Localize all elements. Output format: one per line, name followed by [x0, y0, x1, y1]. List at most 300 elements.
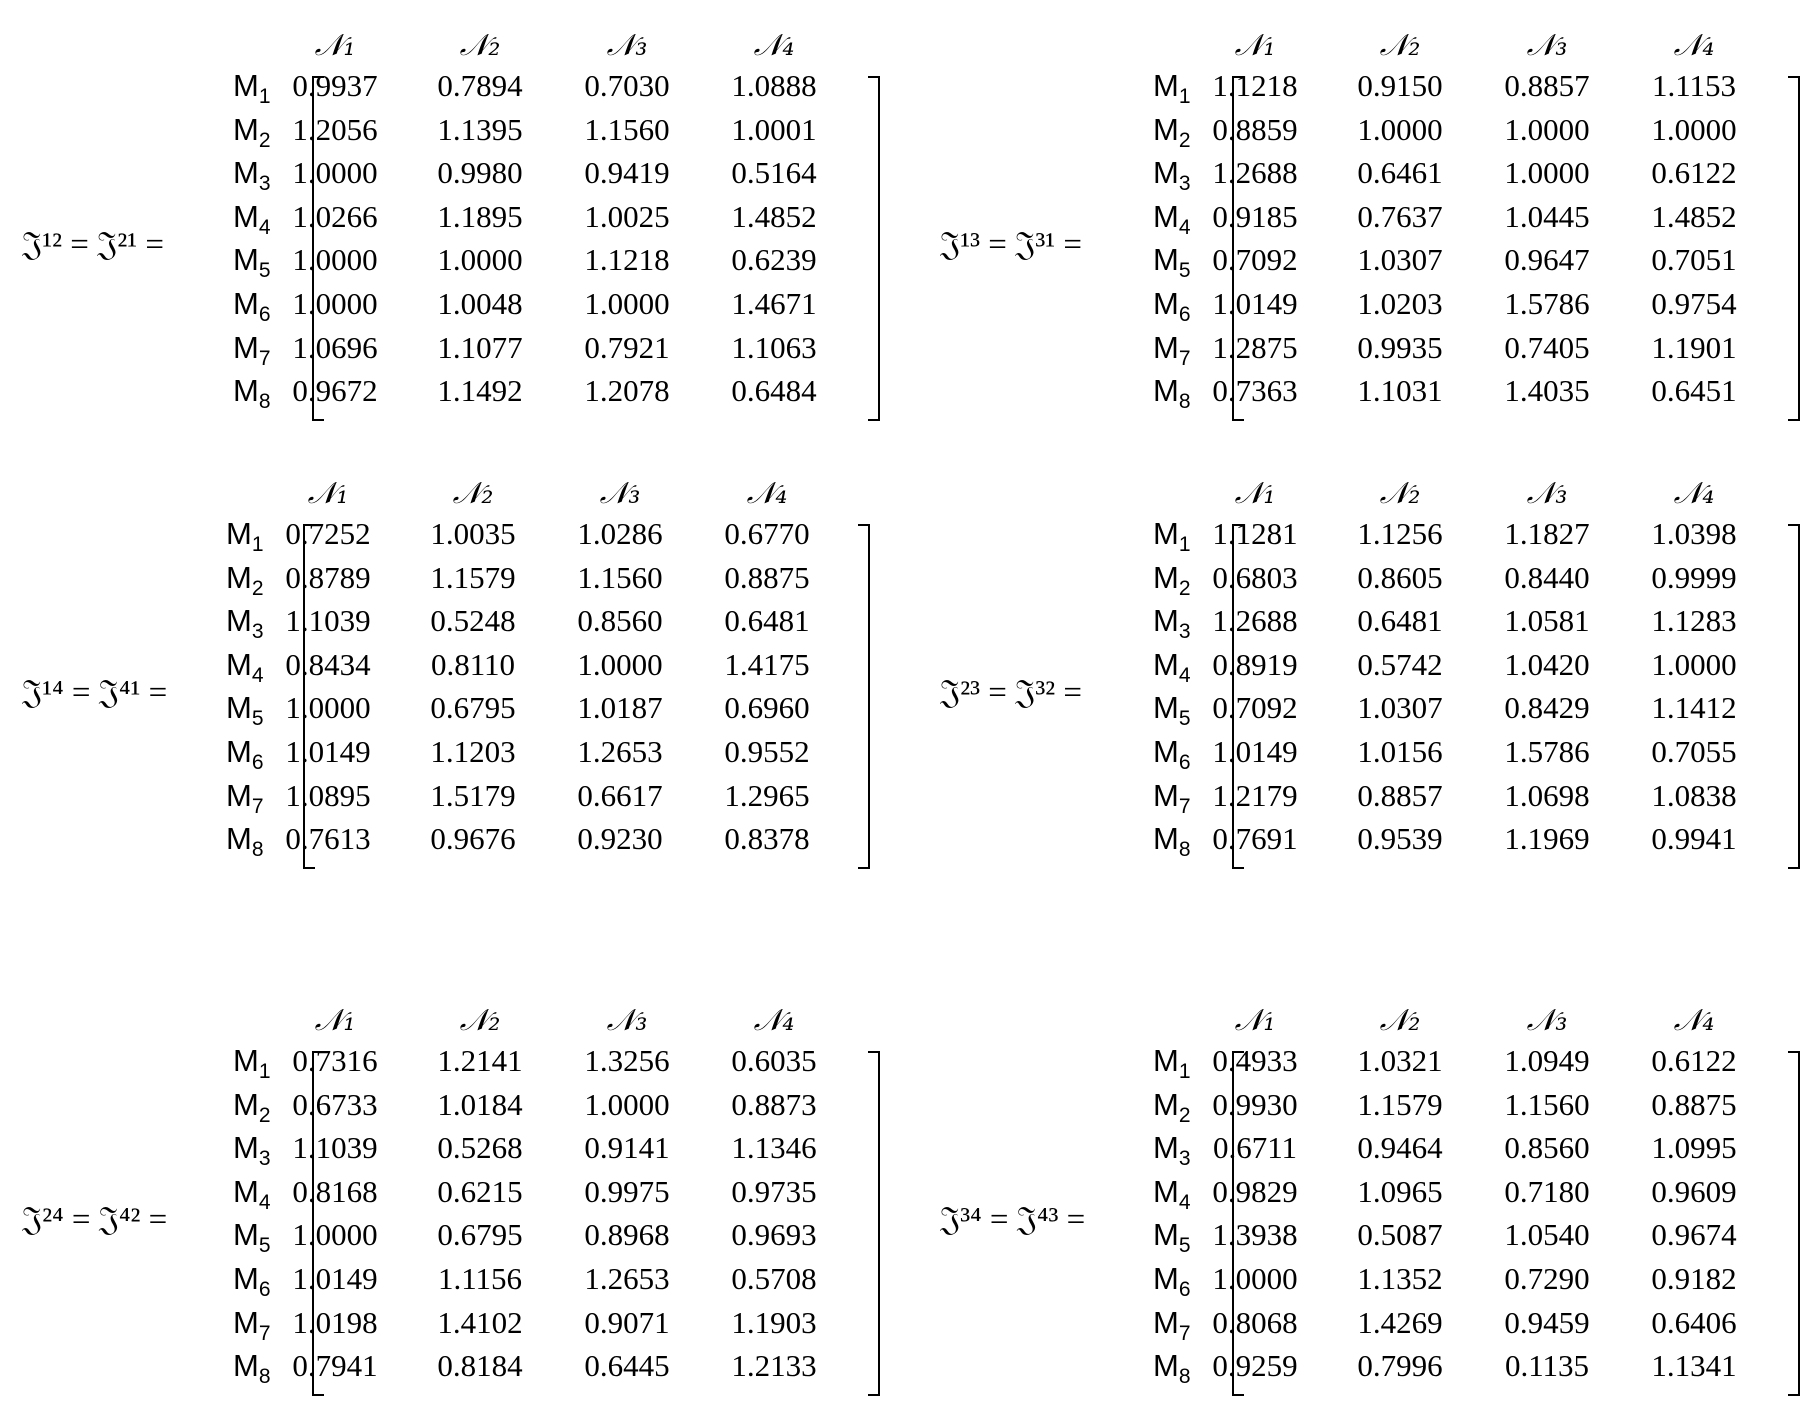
row-label-index: 7: [1178, 794, 1191, 818]
matrix-cell: 0.9672: [292, 373, 378, 409]
column-header: 𝒩₄: [1673, 28, 1715, 63]
row-label-index: 4: [258, 215, 271, 239]
column-header: 𝒩₃: [606, 1003, 648, 1038]
matrix-block: [0, 1003, 890, 1403]
matrix-cell: 0.9071: [584, 1304, 670, 1340]
row-label: [1153, 690, 1191, 731]
matrix-cell: 0.7637: [1357, 198, 1443, 234]
row-label-letter: M: [1153, 242, 1179, 278]
matrix-cell: 1.1256: [1357, 516, 1443, 551]
row-label-index: 3: [251, 620, 264, 644]
row-label-index: 4: [251, 663, 264, 687]
row-label-index: 2: [1178, 576, 1191, 600]
matrix-cell: 0.5087: [1357, 1217, 1443, 1253]
matrix-cell: 0.6239: [731, 242, 817, 278]
matrix-cell: 1.0307: [1357, 690, 1443, 726]
row-label: [233, 1174, 271, 1215]
row-label-letter: M: [1153, 690, 1179, 726]
matrix-cell: 1.0048: [437, 286, 523, 321]
column-header: 𝒩₄: [753, 28, 795, 63]
matrix-label: 𝔍¹² = 𝔍²¹ =: [22, 226, 165, 263]
row-label-letter: M: [1153, 198, 1179, 234]
matrix-cell: 1.0895: [285, 777, 371, 813]
matrix-block: [0, 476, 890, 876]
matrix-cell: 1.0000: [1504, 111, 1590, 147]
matrix-cell: 0.8857: [1504, 68, 1590, 103]
matrix-cell: 1.4852: [731, 198, 817, 234]
row-label-index: 4: [258, 1190, 271, 1214]
matrix-cell: 1.4671: [731, 286, 817, 321]
column-header: 𝒩₃: [1526, 1003, 1568, 1038]
matrix-cell: 1.1156: [437, 1261, 523, 1296]
row-label-index: 5: [1178, 259, 1191, 283]
matrix-cell: 1.0696: [292, 329, 378, 365]
matrix-cell: 0.9975: [584, 1173, 670, 1209]
row-label: [233, 286, 271, 327]
matrix-cell: 0.5248: [430, 603, 516, 639]
row-label-letter: M: [1153, 286, 1179, 321]
matrix-cell: 0.6770: [724, 516, 810, 551]
matrix-cell: 0.7180: [1504, 1173, 1590, 1209]
row-label: [1153, 199, 1191, 240]
matrix-cell: 0.9693: [731, 1217, 817, 1253]
row-label-letter: M: [1153, 603, 1179, 639]
row-label-letter: M: [1153, 373, 1179, 409]
row-label: [1153, 516, 1191, 557]
matrix-cell: 1.1031: [1357, 373, 1443, 409]
row-label-letter: M: [226, 777, 252, 813]
matrix-cell: 1.1579: [430, 559, 516, 595]
matrix-cell: 0.9941: [1651, 821, 1737, 857]
matrix-cell: 0.8429: [1504, 690, 1590, 726]
matrix-cell: 1.0321: [1357, 1043, 1443, 1078]
matrix-cell: 1.1153: [1651, 68, 1737, 103]
row-label-index: 3: [1178, 620, 1191, 644]
matrix-cell: 0.9141: [584, 1130, 670, 1166]
matrix-cell: 0.9735: [731, 1173, 817, 1209]
column-header: 𝒩₂: [1379, 1003, 1421, 1038]
row-label-letter: M: [233, 1130, 259, 1166]
column-header: 𝒩₁: [314, 1003, 356, 1038]
matrix-cell: 1.4035: [1504, 373, 1590, 409]
row-label-index: 7: [258, 1321, 271, 1345]
matrix-cell: 1.1969: [1504, 821, 1590, 857]
matrix-cell: 0.6795: [437, 1217, 523, 1253]
matrix-cell: 0.8110: [430, 646, 516, 682]
matrix-cell: 1.1903: [731, 1304, 817, 1340]
row-label-letter: M: [226, 646, 252, 682]
row-label: [1153, 68, 1191, 109]
row-label: [226, 560, 264, 601]
row-label-index: 8: [258, 390, 271, 414]
column-header: 𝒩₂: [452, 476, 494, 511]
matrix-cell: 1.1901: [1651, 329, 1737, 365]
matrix-cell: 0.6461: [1357, 155, 1443, 191]
row-label-index: 2: [1178, 128, 1191, 152]
row-label-index: 6: [251, 751, 264, 775]
matrix-cell: 0.6617: [577, 777, 663, 813]
matrix-cell: 0.6035: [731, 1043, 817, 1078]
column-header: 𝒩₁: [1234, 476, 1276, 511]
row-label-letter: M: [233, 1348, 259, 1384]
column-header: 𝒩₃: [1526, 476, 1568, 511]
matrix-cell: 1.2056: [292, 111, 378, 147]
row-label-index: 8: [1178, 838, 1191, 862]
row-label-index: 5: [1178, 707, 1191, 731]
matrix-cell: 1.0398: [1651, 516, 1737, 551]
row-label-letter: M: [233, 373, 259, 409]
matrix-cell: 0.5164: [731, 155, 817, 191]
matrix-cell: 1.3256: [584, 1043, 670, 1078]
column-header: 𝒩₄: [1673, 1003, 1715, 1038]
row-label: [233, 112, 271, 153]
matrix-cell: 0.9150: [1357, 68, 1443, 103]
matrix-cell: 1.1077: [437, 329, 523, 365]
matrix-cell: 1.0000: [584, 1086, 670, 1122]
matrix-block: [0, 28, 890, 428]
column-header: 𝒩₄: [746, 476, 788, 511]
row-label-letter: M: [233, 198, 259, 234]
matrix-cell: 1.0149: [1212, 734, 1298, 769]
matrix-cell: 1.0149: [285, 734, 371, 769]
row-label-index: 3: [258, 172, 271, 196]
row-label-index: 6: [1178, 751, 1191, 775]
column-header: 𝒩₁: [307, 476, 349, 511]
row-label: [1153, 1174, 1191, 1215]
row-label-letter: M: [1153, 1304, 1179, 1340]
matrix-cell: 1.4102: [437, 1304, 523, 1340]
row-label: [1153, 647, 1191, 688]
row-label-index: 2: [258, 1103, 271, 1127]
column-header: 𝒩₁: [1234, 28, 1276, 63]
matrix-cell: 0.8378: [724, 821, 810, 857]
row-label-index: 6: [1178, 1278, 1191, 1302]
matrix-cell: 1.1895: [437, 198, 523, 234]
row-label-index: 5: [258, 1234, 271, 1258]
matrix-cell: 0.9674: [1651, 1217, 1737, 1253]
matrix-cell: 0.9829: [1212, 1173, 1298, 1209]
row-label-letter: M: [233, 155, 259, 191]
row-label: [1153, 1261, 1191, 1302]
row-label-letter: M: [1153, 646, 1179, 682]
row-label: [1153, 821, 1191, 862]
row-label: [1153, 734, 1191, 775]
matrix-cell: 0.7894: [437, 68, 523, 103]
row-label-index: 8: [1178, 1365, 1191, 1389]
matrix-cell: 1.1560: [1504, 1086, 1590, 1122]
matrix-block: [920, 476, 1810, 876]
row-label-letter: M: [1153, 111, 1179, 147]
row-label-letter: M: [1153, 821, 1179, 857]
matrix-cell: 0.6406: [1651, 1304, 1737, 1340]
row-label: [1153, 1043, 1191, 1084]
row-label: [1153, 1217, 1191, 1258]
row-label: [1153, 286, 1191, 327]
column-header: 𝒩₃: [599, 476, 641, 511]
matrix-cell: 0.4933: [1212, 1043, 1298, 1078]
row-label: [226, 647, 264, 688]
column-header: 𝒩₃: [606, 28, 648, 63]
row-label-index: 5: [1178, 1234, 1191, 1258]
matrix-cell: 0.7055: [1651, 734, 1737, 769]
row-label: [1153, 778, 1191, 819]
row-label-letter: M: [1153, 559, 1179, 595]
row-label-index: 2: [1178, 1103, 1191, 1127]
column-header: 𝒩₃: [1526, 28, 1568, 63]
row-label: [233, 330, 271, 371]
row-label: [226, 734, 264, 775]
row-label-letter: M: [1153, 1130, 1179, 1166]
row-label-index: 3: [1178, 1147, 1191, 1171]
row-label-letter: M: [1153, 1217, 1179, 1253]
matrix-cell: 0.7252: [285, 516, 371, 551]
row-label: [1153, 155, 1191, 196]
column-header: 𝒩₂: [1379, 28, 1421, 63]
row-label: [233, 155, 271, 196]
row-label-letter: M: [233, 1217, 259, 1253]
row-label: [233, 1130, 271, 1171]
matrix-cell: 0.6481: [1357, 603, 1443, 639]
row-label-index: 2: [258, 128, 271, 152]
row-label: [226, 516, 264, 557]
matrix-cell: 0.7921: [584, 329, 670, 365]
matrix-cell: 1.0000: [1651, 646, 1737, 682]
row-label: [1153, 1348, 1191, 1389]
column-header: 𝒩₁: [314, 28, 356, 63]
matrix-cell: 0.8873: [731, 1086, 817, 1122]
matrix-cell: 0.9259: [1212, 1348, 1298, 1384]
matrix-cell: 0.8875: [1651, 1086, 1737, 1122]
right-bracket: [868, 1051, 880, 1396]
matrix-cell: 1.0965: [1357, 1173, 1443, 1209]
matrix-cell: 0.8859: [1212, 111, 1298, 147]
row-label-index: 7: [258, 346, 271, 370]
matrix-cell: 0.6960: [724, 690, 810, 726]
column-header: 𝒩₂: [459, 1003, 501, 1038]
row-label-index: 1: [1178, 533, 1191, 557]
row-label-letter: M: [233, 1086, 259, 1122]
matrix-cell: 0.9539: [1357, 821, 1443, 857]
matrix-cell: 1.0420: [1504, 646, 1590, 682]
row-label: [233, 1217, 271, 1258]
matrix-cell: 0.7613: [285, 821, 371, 857]
row-label-letter: M: [233, 286, 259, 321]
matrix-label: 𝔍¹⁴ = 𝔍⁴¹ =: [22, 674, 168, 711]
right-bracket: [858, 524, 870, 869]
matrix-cell: 1.0000: [292, 286, 378, 321]
matrix-cell: 0.5742: [1357, 646, 1443, 682]
matrix-label: 𝔍²⁴ = 𝔍⁴² =: [22, 1201, 168, 1238]
row-label-letter: M: [1153, 1173, 1179, 1209]
matrix-cell: 0.9647: [1504, 242, 1590, 278]
matrix-cell: 0.7092: [1212, 690, 1298, 726]
matrix-cell: 1.5786: [1504, 734, 1590, 769]
matrix-cell: 1.1341: [1651, 1348, 1737, 1384]
matrix-cell: 0.9676: [430, 821, 516, 857]
right-bracket: [1788, 1051, 1800, 1396]
matrix-cell: 1.2653: [584, 1261, 670, 1296]
row-label-index: 1: [251, 533, 264, 557]
matrix-cell: 1.0445: [1504, 198, 1590, 234]
row-label-letter: M: [233, 1304, 259, 1340]
matrix-cell: 0.8184: [437, 1348, 523, 1384]
matrix-cell: 0.6122: [1651, 1043, 1737, 1078]
matrix-cell: 0.9419: [584, 155, 670, 191]
row-label: [1153, 1087, 1191, 1128]
row-label-index: 1: [258, 85, 271, 109]
row-label: [233, 1348, 271, 1389]
row-label-index: 1: [258, 1060, 271, 1084]
matrix-cell: 1.1203: [430, 734, 516, 769]
matrix-block: [920, 1003, 1810, 1403]
matrix-block: [920, 28, 1810, 428]
matrix-cell: 0.9464: [1357, 1130, 1443, 1166]
matrix-cell: 1.0198: [292, 1304, 378, 1340]
matrix-cell: 0.7405: [1504, 329, 1590, 365]
matrix-cell: 1.1560: [584, 111, 670, 147]
matrix-cell: 1.2875: [1212, 329, 1298, 365]
row-label-letter: M: [226, 603, 252, 639]
matrix-cell: 1.0149: [292, 1261, 378, 1296]
row-label-index: 6: [1178, 303, 1191, 327]
matrix-cell: 1.3938: [1212, 1217, 1298, 1253]
matrix-cell: 1.2688: [1212, 603, 1298, 639]
matrix-cell: 1.1352: [1357, 1261, 1443, 1296]
matrix-cell: 1.1579: [1357, 1086, 1443, 1122]
row-label-letter: M: [233, 1173, 259, 1209]
matrix-cell: 0.8919: [1212, 646, 1298, 682]
matrix-cell: 1.0000: [577, 646, 663, 682]
row-label-letter: M: [233, 68, 259, 103]
matrix-cell: 1.2078: [584, 373, 670, 409]
column-header: 𝒩₂: [1379, 476, 1421, 511]
row-label-index: 4: [1178, 663, 1191, 687]
matrix-cell: 1.2653: [577, 734, 663, 769]
matrix-cell: 1.1492: [437, 373, 523, 409]
matrix-cell: 1.4175: [724, 646, 810, 682]
matrix-cell: 1.0000: [292, 155, 378, 191]
row-label: [226, 603, 264, 644]
row-label: [226, 821, 264, 862]
matrix-cell: 0.6122: [1651, 155, 1737, 191]
matrix-cell: 1.0286: [577, 516, 663, 551]
matrix-cell: 1.0000: [1651, 111, 1737, 147]
matrix-cell: 0.9930: [1212, 1086, 1298, 1122]
matrix-cell: 0.8560: [1504, 1130, 1590, 1166]
matrix-cell: 1.0000: [285, 690, 371, 726]
matrix-cell: 1.5179: [430, 777, 516, 813]
matrix-cell: 0.7941: [292, 1348, 378, 1384]
matrix-cell: 1.1039: [292, 1130, 378, 1166]
matrix-cell: 0.7363: [1212, 373, 1298, 409]
matrix-cell: 1.0266: [292, 198, 378, 234]
matrix-cell: 0.6484: [731, 373, 817, 409]
matrix-cell: 0.8440: [1504, 559, 1590, 595]
matrix-cell: 0.7051: [1651, 242, 1737, 278]
column-header: 𝒩₄: [753, 1003, 795, 1038]
row-label-index: 4: [1178, 215, 1191, 239]
row-label-letter: M: [233, 111, 259, 147]
row-label: [233, 373, 271, 414]
matrix-cell: 1.1412: [1651, 690, 1737, 726]
matrix-cell: 0.5268: [437, 1130, 523, 1166]
matrix-cell: 0.9999: [1651, 559, 1737, 595]
matrix-cell: 1.0184: [437, 1086, 523, 1122]
row-label: [233, 1087, 271, 1128]
matrix-cell: 1.0149: [1212, 286, 1298, 321]
row-label-letter: M: [226, 559, 252, 595]
row-label: [1153, 330, 1191, 371]
row-label-letter: M: [233, 1043, 259, 1078]
matrix-cell: 0.9935: [1357, 329, 1443, 365]
matrix-cell: 1.2965: [724, 777, 810, 813]
matrix-cell: 0.6451: [1651, 373, 1737, 409]
matrix-cell: 0.6795: [430, 690, 516, 726]
right-bracket: [1788, 524, 1800, 869]
matrix-cell: 0.8560: [577, 603, 663, 639]
matrix-cell: 0.1135: [1504, 1348, 1590, 1384]
row-label: [233, 242, 271, 283]
matrix-cell: 0.7316: [292, 1043, 378, 1078]
row-label-index: 1: [1178, 1060, 1191, 1084]
matrix-cell: 1.4852: [1651, 198, 1737, 234]
row-label-index: 8: [258, 1365, 271, 1389]
row-label-letter: M: [233, 242, 259, 278]
matrix-label: 𝔍²³ = 𝔍³² =: [940, 674, 1083, 711]
row-label-index: 2: [251, 576, 264, 600]
matrix-cell: 0.9609: [1651, 1173, 1737, 1209]
row-label-index: 3: [258, 1147, 271, 1171]
row-label-letter: M: [1153, 1348, 1179, 1384]
row-label: [233, 1261, 271, 1302]
row-label-letter: M: [1153, 777, 1179, 813]
matrix-label: 𝔍¹³ = 𝔍³¹ =: [940, 226, 1083, 263]
matrix-cell: 1.0540: [1504, 1217, 1590, 1253]
matrix-cell: 1.1395: [437, 111, 523, 147]
row-label-letter: M: [233, 1261, 259, 1296]
row-label-letter: M: [226, 690, 252, 726]
matrix-cell: 0.9182: [1651, 1261, 1737, 1296]
matrix-cell: 0.6803: [1212, 559, 1298, 595]
matrix-cell: 1.0995: [1651, 1130, 1737, 1166]
matrix-cell: 1.0035: [430, 516, 516, 551]
matrix-cell: 1.0000: [292, 242, 378, 278]
row-label-letter: M: [1153, 68, 1179, 103]
matrix-cell: 0.6215: [437, 1173, 523, 1209]
matrix-cell: 1.0307: [1357, 242, 1443, 278]
row-label-index: 7: [1178, 346, 1191, 370]
matrix-cell: 0.9230: [577, 821, 663, 857]
row-label-index: 5: [251, 707, 264, 731]
row-label-index: 7: [251, 794, 264, 818]
row-label: [233, 1305, 271, 1346]
row-label-letter: M: [1153, 516, 1179, 551]
matrix-cell: 0.7092: [1212, 242, 1298, 278]
matrix-cell: 1.0001: [731, 111, 817, 147]
row-label-index: 1: [1178, 85, 1191, 109]
matrix-cell: 0.8968: [584, 1217, 670, 1253]
row-label-index: 4: [1178, 1190, 1191, 1214]
matrix-cell: 1.0000: [584, 286, 670, 321]
matrix-cell: 0.9754: [1651, 286, 1737, 321]
row-label-letter: M: [1153, 329, 1179, 365]
matrix-cell: 0.9937: [292, 68, 378, 103]
row-label: [226, 690, 264, 731]
matrix-cell: 0.6481: [724, 603, 810, 639]
matrix-cell: 1.0838: [1651, 777, 1737, 813]
matrix-cell: 0.9552: [724, 734, 810, 769]
row-label: [1153, 373, 1191, 414]
